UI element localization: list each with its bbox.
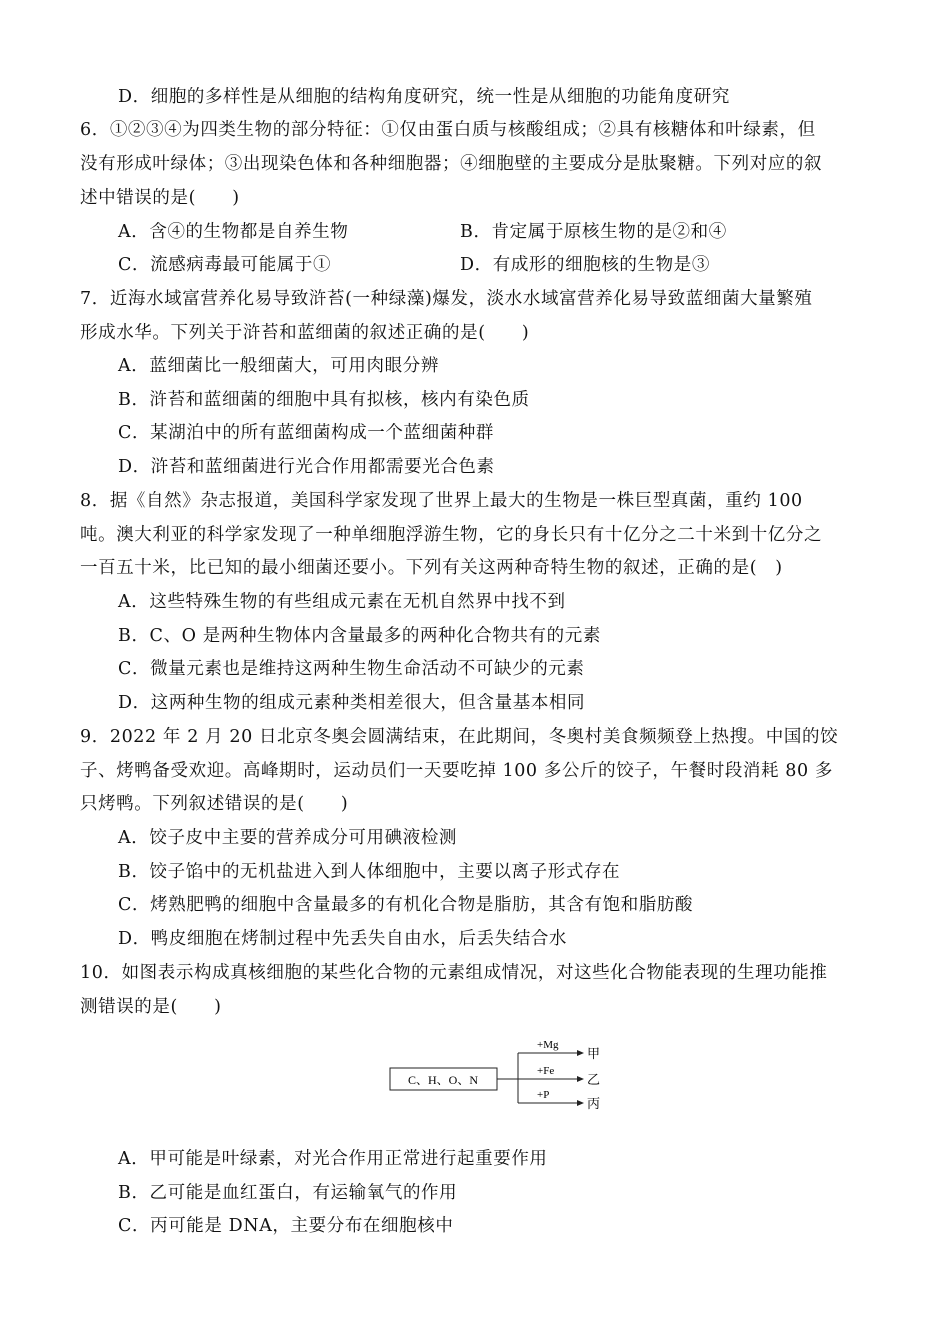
q8-stem-line-1: 8．据《自然》杂志报道，美国科学家发现了世界上最大的生物是一株巨型真菌，重约 100 [80,491,803,511]
q9-option-d: D．鸭皮细胞在烤制过程中先丢失自由水，后丢失结合水 [118,929,568,949]
q10-option-b: B．乙可能是血红蛋白，有运输氧气的作用 [118,1183,458,1203]
element-composition-diagram [385,1030,615,1114]
q7-option-a: A．蓝细菌比一般细菌大，可用肉眼分辨 [118,356,439,376]
q5-option-d: D．细胞的多样性是从细胞的结构角度研究，统一性是从细胞的功能角度研究 [118,87,730,107]
q8-stem-line-3: 一百五十米，比已知的最小细菌还要小。下列有关这两种奇特生物的叙述，正确的是( ) [80,558,783,578]
branch-3-add-label: +P [537,1089,550,1101]
q10-option-a: A．甲可能是叶绿素，对光合作用正常进行起重要作用 [118,1149,548,1169]
q9-stem-line-2: 子、烤鸭备受欢迎。高峰期时，运动员们一天要吃掉 100 多公斤的饺子，午餐时段消耗 80 多 [80,761,834,781]
q8-option-d: D．这两种生物的组成元素种类相差很大，但含量基本相同 [118,693,586,713]
branch-1-add-label: +Mg [537,1039,559,1051]
q6-stem-line-2: 没有形成叶绿体；③出现染色体和各种细胞器；④细胞壁的主要成分是肽聚糖。下列对应的叙 [80,154,823,174]
q10-stem-line-2: 测错误的是( ) [80,997,222,1017]
q7-option-d: D．浒苔和蓝细菌进行光合作用都需要光合色素 [118,457,495,477]
q8-stem-line-2: 吨。澳大利亚的科学家发现了一种单细胞浮游生物，它的身长只有十亿分之二十米到十亿分之 [80,525,823,545]
branch-2-add-label: +Fe [537,1065,555,1077]
q6-option-c: C．流感病毒最可能属于① [118,255,332,275]
q7-option-c: C．某湖泊中的所有蓝细菌构成一个蓝细菌种群 [118,423,494,443]
q9-option-a: A．饺子皮中主要的营养成分可用碘液检测 [118,828,458,848]
branch-1-result: 甲 [587,1046,601,1061]
branch-3-result: 丙 [587,1096,601,1111]
q8-option-b: B．C、O 是两种生物体内含量最多的两种化合物共有的元素 [118,626,601,646]
q7-stem-line-2: 形成水华。下列关于浒苔和蓝细菌的叙述正确的是( ) [80,323,530,343]
q6-option-d: D．有成形的细胞核的生物是③ [460,255,710,275]
q6-stem-line-1: 6．①②③④为四类生物的部分特征：①仅由蛋白质与核酸组成；②具有核糖体和叶绿素，但 [80,120,816,140]
q7-stem-line-1: 7．近海水域富营养化易导致浒苔(一种绿藻)爆发，淡水水域富营养化易导致蓝细菌大量繁殖 [80,289,813,309]
branch-2-result: 乙 [587,1072,601,1087]
q6-option-a: A．含④的生物都是自养生物 [118,222,349,242]
q10-option-c: C．丙可能是 DNA，主要分布在细胞核中 [118,1216,454,1236]
q8-option-c: C．微量元素也是维持这两种生物生命活动不可缺少的元素 [118,659,585,679]
q9-option-b: B．饺子馅中的无机盐进入到人体细胞中，主要以离子形式存在 [118,862,621,882]
q7-option-b: B．浒苔和蓝细菌的细胞中具有拟核，核内有染色质 [118,390,530,410]
q9-stem-line-1: 9．2022 年 2 月 20 日北京冬奥会圆满结束，在此期间，冬奥村美食频频登上热搜。中国的饺 [80,727,839,747]
q8-option-a: A．这些特殊生物的有些组成元素在无机自然界中找不到 [118,592,566,612]
q6-stem-line-3: 述中错误的是( ) [80,188,240,208]
q9-stem-line-3: 只烤鸭。下列叙述错误的是( ) [80,794,349,814]
q10-stem-line-1: 10．如图表示构成真核细胞的某些化合物的元素组成情况，对这些化合物能表现的生理功能推 [80,963,828,983]
q6-option-b: B．肯定属于原核生物的是②和④ [460,222,727,242]
q9-option-c: C．烤熟肥鸭的细胞中含量最多的有机化合物是脂肪，其含有饱和脂肪酸 [118,895,694,915]
elements-box-label: C、H、O、N [407,1073,479,1087]
